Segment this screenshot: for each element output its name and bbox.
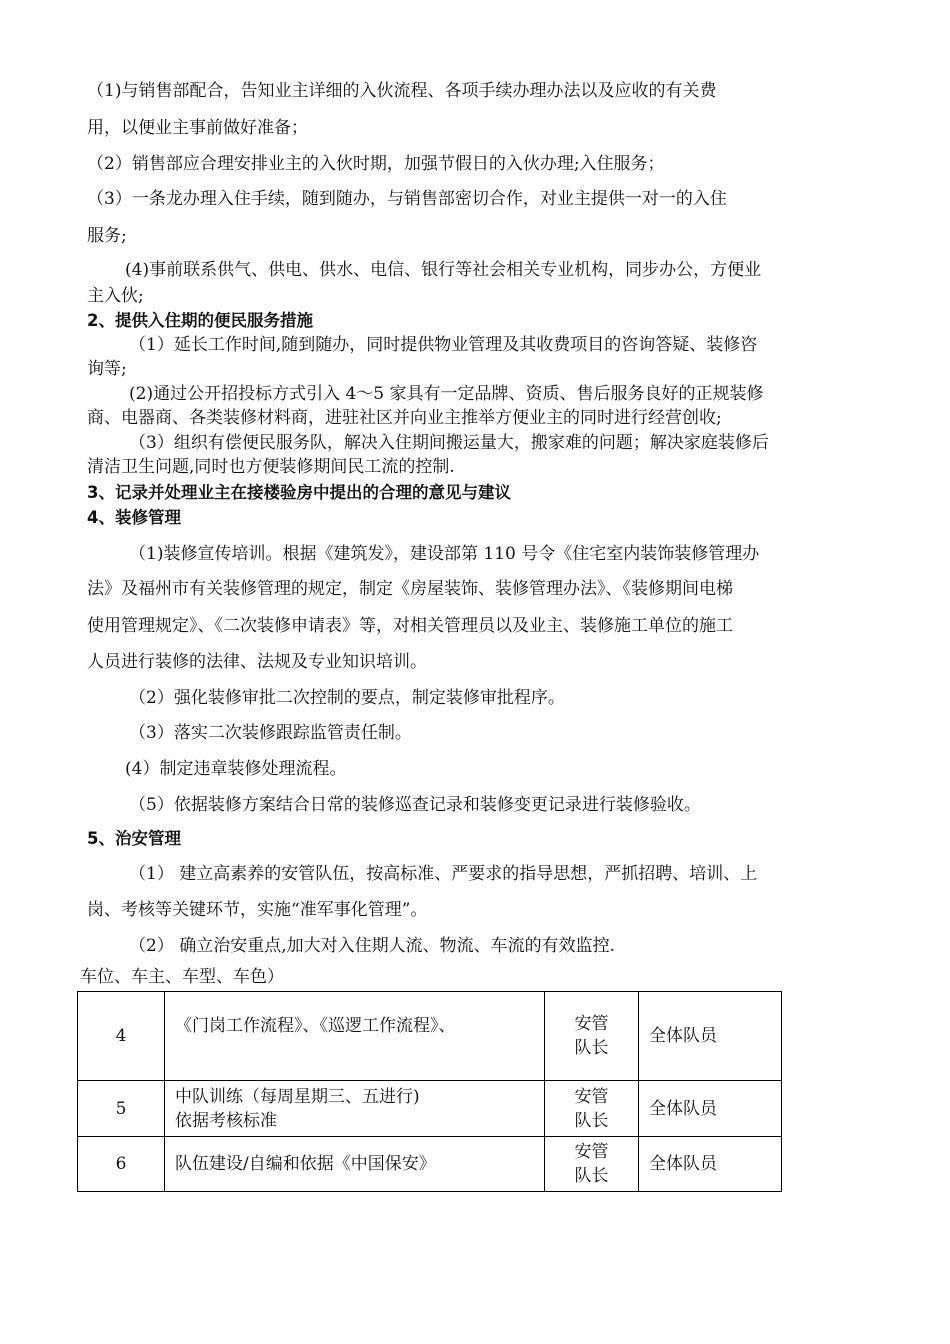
table-cell-leader xyxy=(545,992,639,1081)
table-cell-number: 4 xyxy=(78,992,165,1081)
paragraph-line: (2)通过公开招投标方式引入 4～5 家具有一定品牌、资质、售后服务良好的正规装修 xyxy=(129,384,764,404)
leader-line: 队长 xyxy=(574,1110,609,1131)
paragraph-line: 服务; xyxy=(87,226,127,246)
paragraph-line: 用，以便业主事前做好准备； xyxy=(87,118,308,138)
table-cell-leader xyxy=(545,1137,639,1192)
paragraph-line: 询等; xyxy=(87,359,127,379)
table-cell-leader xyxy=(545,1081,639,1137)
section-heading: 5、治安管理 xyxy=(87,829,181,848)
paragraph-line: 车位、车主、车型、车色） xyxy=(80,967,284,987)
table-cell-description xyxy=(165,1137,545,1192)
paragraph-line: （1)装修宣传培训。根据《建筑发》，建设部第 110 号令《住宅室内装饰装修管理办 xyxy=(129,544,760,564)
description-line: 依据考核标准 xyxy=(175,1110,277,1131)
paragraph-line: （2）销售部应合理安排业主的入伙时期，加强节假日的入伙办理;入住服务； xyxy=(87,154,665,174)
paragraph-line: 使用管理规定》、《二次装修申请表》等，对相关管理员以及业主、装修施工单位的施工 xyxy=(87,616,733,636)
paragraph-line: 人员进行装修的法律、法规及专业知识培训。 xyxy=(87,652,427,672)
section-heading: 3、记录并处理业主在接楼验房中提出的合理的意见与建议 xyxy=(87,483,511,502)
paragraph-line: 岗、考核等关键环节，实施“准军事化管理”。 xyxy=(87,900,428,920)
paragraph-line: 法》及福州市有关装修管理的规定，制定《房屋装饰、装修管理办法》、《装修期间电梯 xyxy=(87,579,733,599)
paragraph-line: （1)与销售部配合，告知业主详细的入伙流程、各项手续办理办法以及应收的有关费 xyxy=(87,81,717,101)
description-line: 中队训练（每周星期三、五进行) xyxy=(175,1086,420,1107)
paragraph-line: （1）延长工作时间,随到随办，同时提供物业管理及其收费项目的咨询答疑、装修咨 xyxy=(129,335,758,355)
table-row xyxy=(78,992,782,1081)
table-cell-number: 6 xyxy=(78,1137,165,1192)
paragraph-line: （2）强化装修审批二次控制的要点，制定装修审批程序。 xyxy=(129,688,565,708)
paragraph-line: （1） 建立高素养的安管队伍，按高标准、严要求的指导思想，严抓招聘、培训、上 xyxy=(129,864,758,884)
table-cell-participants: 全体队员 xyxy=(639,992,782,1081)
paragraph-line: 清洁卫生问题,同时也方便装修期间民工流的控制. xyxy=(87,457,455,477)
paragraph-line: （5）依据装修方案结合日常的装修巡查记录和装修变更记录进行装修验收。 xyxy=(129,795,701,815)
leader-line: 队长 xyxy=(574,1038,609,1058)
description-line: 队伍建设/自编和依据《中国保安》 xyxy=(175,1154,436,1174)
duty-table xyxy=(77,991,782,1192)
table-cell-description xyxy=(165,1081,545,1137)
paragraph-line: （3）落实二次装修跟踪监管责任制。 xyxy=(129,723,412,743)
table-cell-number: 5 xyxy=(78,1081,165,1137)
paragraph-line: （2） 确立治安重点,加大对入住期人流、物流、车流的有效监控. xyxy=(129,936,616,956)
section-heading: 2、提供入住期的便民服务措施 xyxy=(87,311,313,330)
paragraph-line: (4）制定违章装修处理流程。 xyxy=(125,759,347,779)
paragraph-line: 主入伙; xyxy=(87,286,144,306)
leader-line: 安管 xyxy=(574,1086,609,1107)
paragraph-line: 商、电器商、各类装修材料商，进驻社区并向业主推举方便业主的同时进行经营创收; xyxy=(87,408,722,428)
table-row xyxy=(78,1137,782,1192)
table-cell-participants: 全体队员 xyxy=(639,1137,782,1192)
paragraph-line: (4)事前联系供气、供电、供水、电信、银行等社会相关专业机构，同步办公，方便业 xyxy=(125,260,762,280)
leader-line: 队长 xyxy=(574,1166,609,1186)
section-heading: 4、装修管理 xyxy=(87,508,181,527)
table-cell-participants: 全体队员 xyxy=(639,1081,782,1137)
leader-line: 安管 xyxy=(574,1014,609,1034)
table-cell-description xyxy=(165,992,545,1081)
paragraph-line: （3）一条龙办理入住手续，随到随办，与销售部密切合作，对业主提供一对一的入住 xyxy=(87,189,727,209)
paragraph-line: （3）组织有偿便民服务队，解决入住期间搬运量大，搬家难的问题；解决家庭装修后 xyxy=(129,433,769,453)
table-row xyxy=(78,1081,782,1137)
description-line: 《门岗工作流程》、《巡逻工作流程》、 xyxy=(175,1016,456,1036)
leader-line: 安管 xyxy=(574,1142,609,1162)
